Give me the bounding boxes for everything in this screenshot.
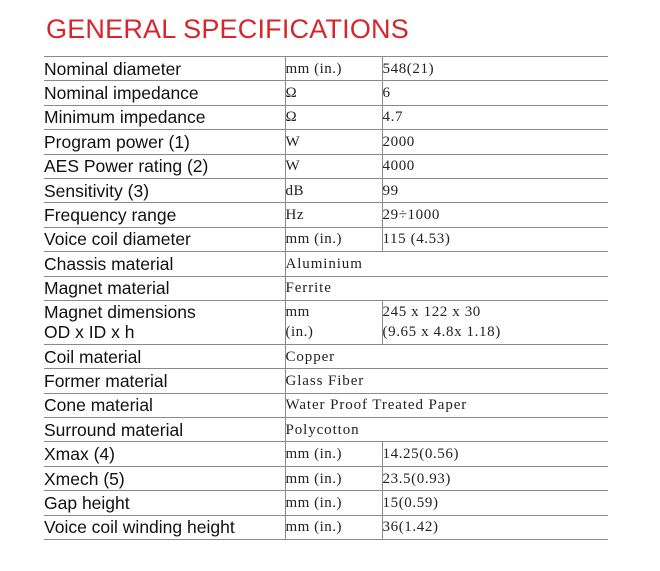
spec-name: Former material [44,369,285,393]
spec-name: Xmax (4) [44,442,285,466]
spec-value: Polycotton [285,418,608,442]
spec-unit: mm (in.) [285,57,382,81]
table-row [44,276,608,300]
table-row [44,203,608,227]
table-row [44,227,608,251]
specifications-table [44,56,608,540]
spec-name: Magnet material [44,276,285,300]
table-row [44,369,608,393]
table-row [44,57,608,81]
spec-name: Program power (1) [44,130,285,154]
spec-name: Voice coil winding height [44,515,285,539]
spec-value: Aluminium [285,252,608,276]
table-row [44,300,608,344]
spec-value: 115 (4.53) [382,227,608,251]
spec-name: Voice coil diameter [44,227,285,251]
spec-name: Chassis material [44,252,285,276]
spec-name: Minimum impedance [44,105,285,129]
spec-value: 29÷1000 [382,203,608,227]
spec-value: 6 [382,81,608,105]
spec-unit: Ω [285,81,382,105]
spec-value: Ferrite [285,276,608,300]
spec-unit [285,300,382,344]
spec-unit: mm (in.) [285,466,382,490]
spec-value: 99 [382,178,608,202]
spec-value: 36(1.42) [382,515,608,539]
spec-value [382,300,608,344]
spec-value: 14.25(0.56) [382,442,608,466]
spec-value-line: (9.65 x 4.8x 1.18) [382,324,501,341]
spec-unit: mm (in.) [285,515,382,539]
spec-unit-line: (in.) [285,324,314,341]
spec-unit: Hz [285,203,382,227]
spec-value: 2000 [382,130,608,154]
spec-value: Water Proof Treated Paper [285,393,608,417]
spec-value: Copper [285,344,608,368]
spec-name: Nominal impedance [44,81,285,105]
spec-unit: Ω [285,105,382,129]
table-row [44,418,608,442]
spec-unit: W [285,130,382,154]
spec-value: 4000 [382,154,608,178]
spec-unit: W [285,154,382,178]
table-row [44,130,608,154]
spec-value: 15(0.59) [382,491,608,515]
table-row [44,154,608,178]
spec-name: Xmech (5) [44,466,285,490]
spec-unit: mm (in.) [285,491,382,515]
spec-name-line: OD x ID x h [44,322,135,343]
table-row [44,515,608,539]
spec-value: 548(21) [382,57,608,81]
spec-name: Gap height [44,491,285,515]
spec-unit-line: mm [285,304,310,321]
table-row [44,466,608,490]
spec-name [44,300,285,344]
table-row [44,81,608,105]
table-row [44,178,608,202]
table-row [44,105,608,129]
spec-unit: mm (in.) [285,442,382,466]
spec-name: AES Power rating (2) [44,154,285,178]
spec-name: Frequency range [44,203,285,227]
spec-unit: mm (in.) [285,227,382,251]
spec-value: 4.7 [382,105,608,129]
table-row [44,252,608,276]
spec-value: Glass Fiber [285,369,608,393]
page-title: GENERAL SPECIFICATIONS [46,14,409,44]
spec-value-line: 245 x 122 x 30 [382,304,481,321]
spec-name: Sensitivity (3) [44,178,285,202]
spec-name-line: Magnet dimensions [44,302,196,323]
spec-name: Surround material [44,418,285,442]
table-row [44,491,608,515]
spec-value: 23.5(0.93) [382,466,608,490]
spec-unit: dB [285,178,382,202]
spec-name: Cone material [44,393,285,417]
spec-name: Nominal diameter [44,57,285,81]
table-row [44,442,608,466]
spec-name: Coil material [44,344,285,368]
table-row [44,393,608,417]
table-row [44,344,608,368]
